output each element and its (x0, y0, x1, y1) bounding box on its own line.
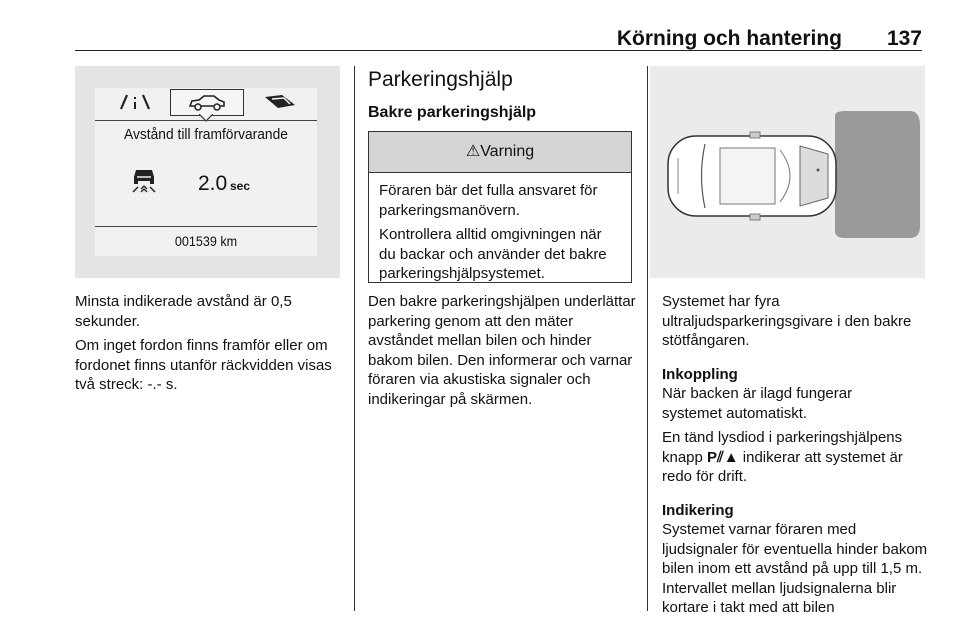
screen-divider-top (95, 120, 317, 121)
middle-column-body: Den bakre parkeringshjälpen underlättar parkering genom att den mäter avståndet mellan bilen och hinder bakom bilen. Den informerar och varnar föraren via akustiska signaler och indikeringar på skärmen. (368, 293, 636, 408)
indication-heading: Indikering (662, 501, 734, 519)
lane-departure-icon (115, 91, 155, 113)
warning-header (369, 132, 631, 173)
vehicle-ahead-icon (129, 168, 159, 194)
header-rule (75, 50, 922, 51)
indication-paragraph: Systemet varnar föraren med ljudsignaler för eventuella hinder bakom bilen inom ett avstånd på upp till 1,5 m. Intervallet mellan ljudsignalerna blir kortare i takt med att bilen (662, 521, 928, 616)
warning-paragraph-1: Föraren bär det fulla ansvaret för parkeringsmanövern. (379, 182, 598, 219)
no-vehicle-paragraph: Om inget fordon finns framför eller om fordonet finns utanför räckvidden visas två streck: -.- s. (75, 337, 332, 393)
warning-title: Varning (480, 143, 535, 160)
driver-info-screen (95, 88, 317, 256)
screen-divider-bottom (95, 226, 317, 227)
warning-triangle-icon: ⚠ (465, 143, 481, 160)
running-title: Körning och hantering (616, 27, 842, 50)
warning-body (369, 173, 631, 297)
following-distance-value: 2.0 (198, 172, 228, 195)
following-distance-unit: sec (230, 179, 251, 193)
led-paragraph (662, 428, 930, 487)
led-text-end: indikerar att systemet är redo för drift. (662, 448, 903, 485)
min-distance-paragraph: Minsta indikerade avstånd är 0,5 sekunder. (75, 293, 292, 330)
left-column-text (75, 292, 345, 400)
subsection-heading: Bakre parkeringshjälp (368, 104, 537, 121)
car-side-icon (186, 92, 228, 114)
column-divider-right (647, 66, 648, 611)
traffic-sign-icon (260, 93, 300, 111)
right-column-text (662, 292, 930, 623)
park-assist-button-icon: P⫽▲ (707, 448, 739, 466)
page-number: 137 (886, 27, 922, 50)
instrument-display-figure (75, 66, 340, 278)
sensors-paragraph: Systemet har fyra ultraljudsparkeringsgivare i den bakre stötfångaren. (662, 293, 912, 349)
warning-box (368, 131, 632, 283)
parking-sensor-figure (650, 66, 925, 278)
warning-paragraph-2: Kontrollera alltid omgivningen när du backar och använder det bakre parkeringshjälpsystemet. (379, 226, 607, 282)
rear-sensor-zone (835, 111, 920, 238)
section-heading: Parkeringshjälp (368, 68, 513, 91)
column-divider-left (354, 66, 355, 611)
activation-heading: Inkoppling (662, 365, 738, 383)
activation-paragraph: När backen är ilagd fungerar systemet automatiskt. (662, 385, 853, 422)
odometer-readout: 001539 km (174, 233, 238, 249)
car-top-view-illustration (650, 66, 925, 278)
following-distance-label: Avstånd till framförvarande (124, 126, 288, 143)
led-text-start: En tänd lysdiod i parkeringshjälpens knapp (662, 429, 903, 466)
